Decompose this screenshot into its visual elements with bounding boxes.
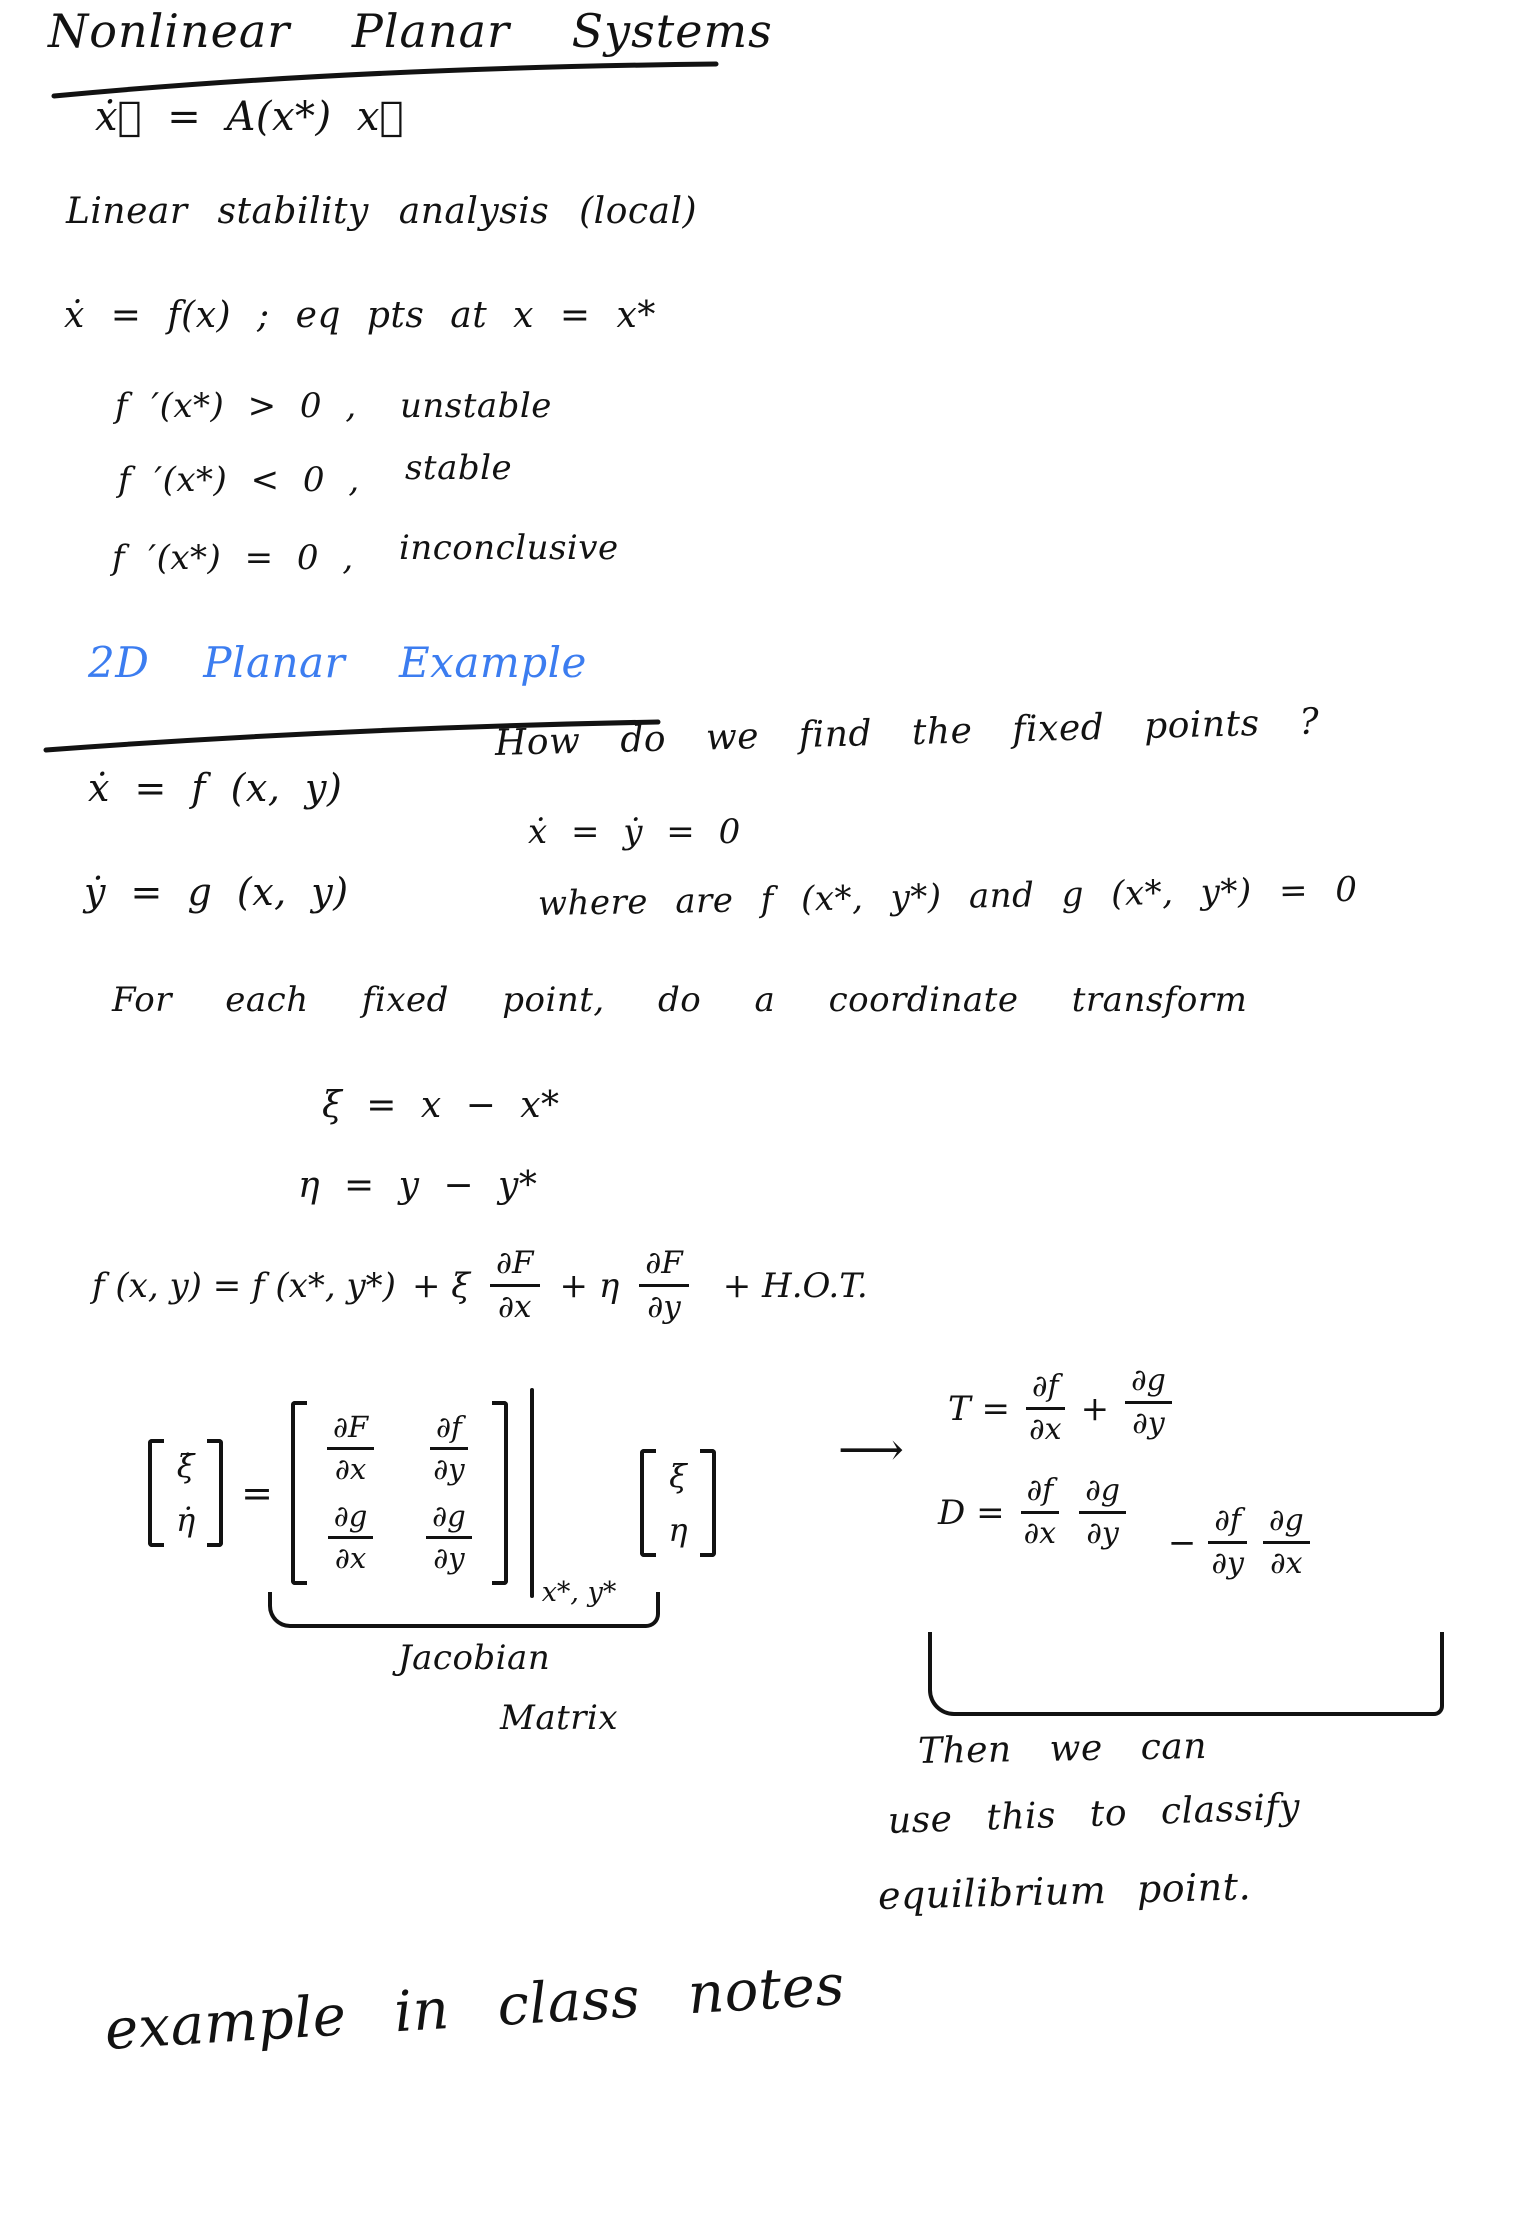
trace-plus: + <box>1080 1388 1110 1429</box>
case-inconclusive-label: inconclusive <box>398 528 619 568</box>
xi-eta-vector <box>640 1449 715 1557</box>
classification-note-line-2: use this to classify <box>887 1786 1301 1842</box>
case-stable <box>118 448 513 500</box>
system-eq-xdot: ẋ = f (x, y) <box>88 766 343 810</box>
left-bracket <box>291 1401 307 1585</box>
page-title: Nonlinear Planar Systems <box>48 4 773 58</box>
det-minus-group <box>1167 1503 1314 1581</box>
eta-dot: η̇ <box>176 1501 196 1539</box>
jacobian-matrix-equation <box>148 1388 716 1608</box>
trace-definition <box>948 1363 1176 1447</box>
jacobian-cell-dFdx: $\frac{\partial F}{\partial x}$ <box>327 1413 374 1484</box>
section-heading-2d-planar-example: 2D Planar Example <box>88 638 587 687</box>
jacobian-cell-dgdy: $\frac{\partial g}{\partial y}$ <box>426 1502 472 1573</box>
eta: η <box>668 1511 688 1549</box>
footer-note: example in class notes <box>102 1952 847 2063</box>
implies-arrow: ⟶ <box>838 1422 905 1476</box>
matrix-label: Matrix <box>500 1698 619 1738</box>
classification-underbracket <box>928 1632 1444 1716</box>
taylor-lhs: f (x, y) = f (x*, y*) <box>92 1265 396 1306</box>
case-inconclusive <box>112 528 619 578</box>
det-frac-dfdx: $\frac{\partial f}{\partial x}$ <box>1021 1476 1060 1549</box>
evaluated-at-fixed-point <box>530 1388 617 1608</box>
taylor-plus-xi: + ξ <box>411 1265 470 1306</box>
det-frac-dfdy: $\frac{\partial f}{\partial y}$ <box>1208 1506 1247 1579</box>
xi: ξ <box>669 1457 687 1495</box>
det-frac-dgdy: $\frac{\partial g}{\partial y}$ <box>1079 1476 1126 1549</box>
vector-field-equation: ẋ⃗ = A(x*) x⃗ <box>95 94 404 140</box>
linear-stability-heading: Linear stability analysis (local) <box>66 191 698 232</box>
determinant-lhs: D = <box>938 1492 1005 1533</box>
trace-lhs: T = <box>948 1388 1010 1429</box>
case-unstable-condition: f ′(x*) > 0 , <box>115 386 357 426</box>
xi-eta-dot-vector <box>148 1439 223 1547</box>
fixed-point-condition: ẋ = ẏ = 0 <box>528 812 741 852</box>
xi-definition: ξ = x − x* <box>322 1085 560 1126</box>
xi-dot: ξ̇ <box>176 1447 195 1485</box>
left-bracket <box>148 1439 164 1547</box>
evaluation-subscript: x*, y* <box>541 1577 617 1608</box>
right-bracket <box>492 1401 508 1585</box>
right-bracket <box>700 1449 716 1557</box>
det-minus: − <box>1167 1522 1197 1563</box>
det-frac-dgdx: $\frac{\partial g}{\partial x}$ <box>1263 1506 1310 1579</box>
jacobian-cell-dfdy: $\frac{\partial f}{\partial y}$ <box>430 1413 468 1484</box>
taylor-frac-dFdx: $\frac{\partial F}{\partial x}$ <box>490 1248 540 1323</box>
case-inconclusive-condition: f ′(x*) = 0 , <box>112 538 354 578</box>
trace-frac-dfdx: $\frac{\partial f}{\partial x}$ <box>1026 1372 1065 1445</box>
case-stable-label: stable <box>404 448 513 488</box>
classification-note-line-3: equilibrium point. <box>877 1864 1252 1918</box>
classification-note-line-1: Then we can <box>917 1725 1208 1772</box>
case-unstable <box>115 388 552 425</box>
eta-definition: η = y − y* <box>298 1165 538 1206</box>
taylor-plus-eta: + η <box>559 1265 620 1306</box>
case-unstable-label: unstable <box>399 386 552 426</box>
taylor-hot: + H.O.T. <box>722 1265 868 1306</box>
jacobian-underbrace <box>268 1592 660 1628</box>
determinant-definition <box>938 1473 1304 1581</box>
right-bracket <box>207 1439 223 1547</box>
coordinate-transform-line: For each fixed point, do a coordinate transform <box>112 980 1248 1020</box>
case-stable-condition: f ′(x*) < 0 , <box>118 460 360 500</box>
taylor-frac-dFdy: $\frac{\partial F}{\partial y}$ <box>639 1248 689 1323</box>
where-line: where are f (x*, y*) and g (x*, y*) = 0 <box>537 869 1358 924</box>
equals-sign: = <box>241 1471 274 1515</box>
evaluation-bar <box>530 1388 534 1598</box>
left-bracket <box>640 1449 656 1557</box>
fixed-points-question: How do we find the fixed points ? <box>494 701 1320 764</box>
system-eq-ydot: ẏ = g (x, y) <box>84 870 349 914</box>
taylor-expansion-line <box>92 1245 868 1325</box>
equilibrium-points-line: ẋ = f(x) ; eq pts at x = x* <box>64 295 656 336</box>
jacobian-cell-dgdx: $\frac{\partial g}{\partial x}$ <box>328 1502 374 1573</box>
jacobian-label: Jacobian <box>398 1638 551 1678</box>
trace-frac-dgdy: $\frac{\partial g}{\partial y}$ <box>1125 1366 1172 1439</box>
jacobian-matrix <box>291 1401 508 1585</box>
